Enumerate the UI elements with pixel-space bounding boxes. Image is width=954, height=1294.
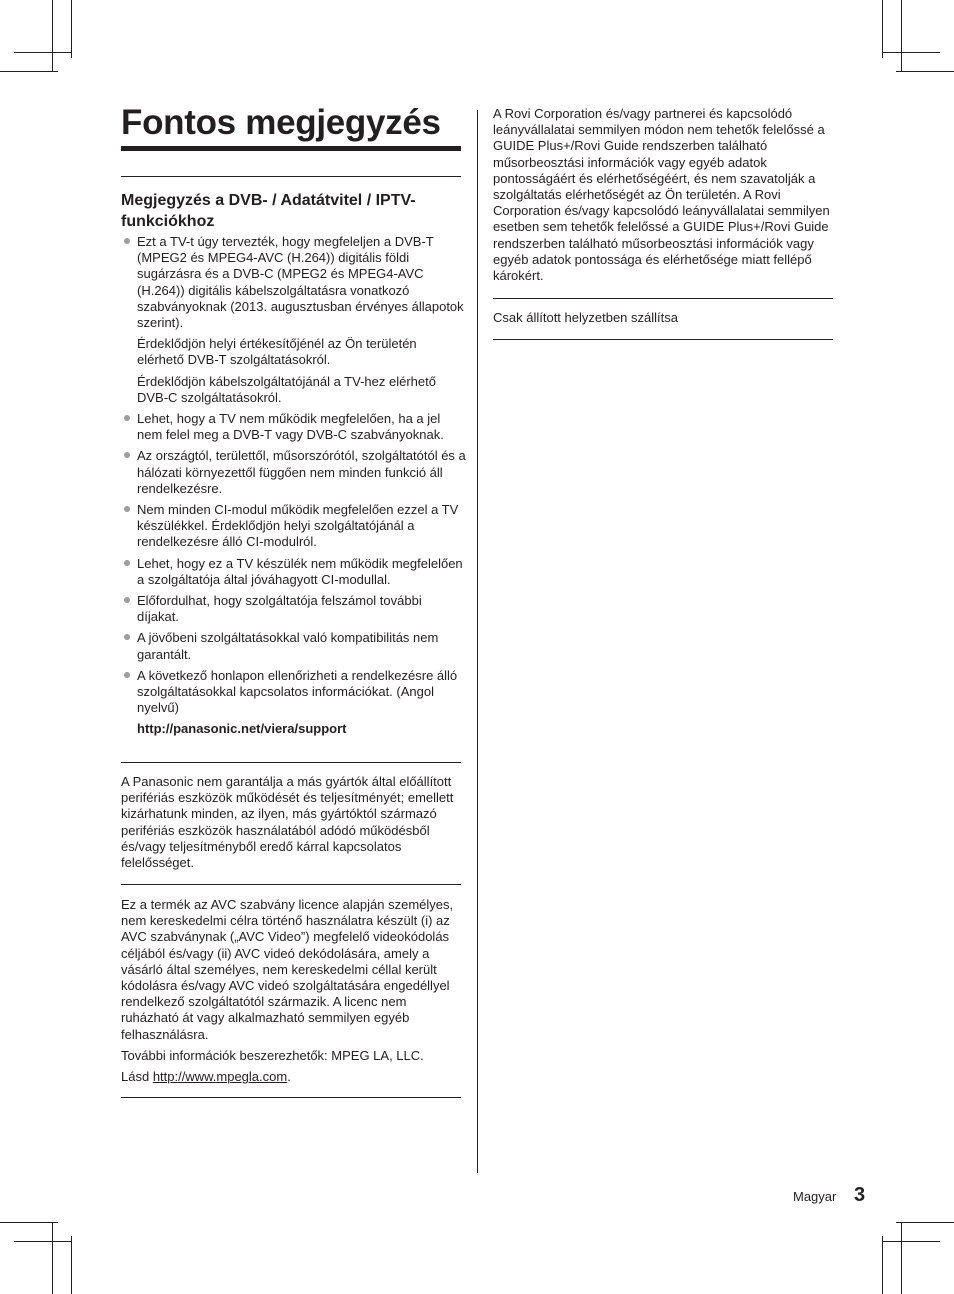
see-suffix: . bbox=[287, 1069, 291, 1085]
list-item-text: Az országtól, területtől, műsorszórótól, szolgáltatótól és a hálózati környezettől függően nem minden funkció áll rendelkezésre. bbox=[137, 448, 466, 496]
mpeg-link[interactable]: http://www.mpegla.com bbox=[152, 1069, 288, 1085]
avc-notice-text: Ez a termék az AVC szabvány licence alapján személyes, nem kereskedelmi célra történő használatra készült (i) az AVC szabványnak („AVC Video”) megfelelő videokódolás céljából és/vagy (ii) AVC videó dekódolására, amely a vásárló által személyes, nem kereskedelmi céllal került kódolásra és/vagy AVC videó szolgáltatására engedéllyel rendelkező szolgáltatótól származik. A licenc nem ruházható át vagy alkalmazható semmilyen egyéb felhasználásra. bbox=[121, 897, 454, 1042]
list-item-text: Lehet, hogy a TV nem működik megfelelően, ha a jel nem felel meg a DVB-T vagy DVB-C szabványoknak. bbox=[137, 411, 444, 443]
bullet-icon bbox=[124, 452, 130, 458]
crop-mark bbox=[52, 1222, 53, 1294]
list-item bbox=[121, 502, 466, 551]
bullet-icon bbox=[124, 597, 130, 603]
bullet-icon bbox=[124, 634, 130, 640]
list-item bbox=[121, 448, 466, 497]
list-item bbox=[121, 668, 466, 717]
bullet-icon bbox=[124, 560, 130, 566]
crop-mark bbox=[71, 1236, 72, 1294]
crop-mark bbox=[882, 1241, 940, 1242]
crop-mark bbox=[0, 71, 58, 72]
panasonic-notice-text: A Panasonic nem garantálja a más gyártók által előállított perifériás eszközök működését és teljesítményét; emellett kizárhatunk minden, az ilyen, más gyártóktól származó perifériás eszközök használatából adódó működésből és/vagy teljesítményből eredő kárral kapcsolatos felelősséget. bbox=[121, 774, 454, 871]
title-underline bbox=[121, 146, 461, 151]
list-item bbox=[121, 411, 466, 443]
bullet-icon bbox=[124, 506, 130, 512]
section-rule bbox=[121, 884, 461, 885]
crop-mark bbox=[896, 1222, 954, 1223]
crop-mark bbox=[901, 0, 902, 72]
section-rule bbox=[121, 762, 461, 763]
mpeg-see-line bbox=[121, 1069, 463, 1085]
section-rule bbox=[121, 1097, 461, 1098]
list-item bbox=[121, 630, 466, 662]
list-item-text: Érdeklődjön helyi értékesítőjénél az Ön területén elérhető DVB-T szolgáltatásokról. bbox=[137, 336, 417, 368]
see-prefix: Lásd bbox=[121, 1069, 153, 1085]
list-item bbox=[121, 234, 466, 406]
avc-notice bbox=[121, 897, 463, 1090]
crop-mark bbox=[14, 1241, 72, 1242]
panasonic-notice bbox=[121, 774, 461, 876]
crop-mark bbox=[52, 0, 53, 72]
crop-mark bbox=[901, 1222, 902, 1294]
page-number: 3 bbox=[854, 1184, 866, 1206]
list-item-text: Nem minden CI-modul működik megfelelően ezzel a TV készülékkel. Érdeklődjön helyi szolgáltatójánál a rendelkezésre álló CI-modulról. bbox=[137, 502, 459, 550]
page-title: Fontos megjegyzés bbox=[121, 103, 441, 142]
list-item-text: Előfordulhat, hogy szolgáltatója felszámol további díjakat. bbox=[137, 593, 422, 625]
section-heading: Megjegyzés a DVB- / Adatátvitel / IPTV-funkciókhoz bbox=[121, 192, 416, 230]
crop-mark bbox=[896, 71, 954, 72]
shipping-note bbox=[493, 310, 833, 331]
section-rule bbox=[493, 298, 833, 299]
list-item-text: Lehet, hogy ez a TV készülék nem működik megfelelően a szolgáltatója által jóváhagyott CI-modullal. bbox=[137, 555, 463, 587]
list-item-text: A következő honlapon ellenőrizheti a rendelkezésre álló szolgáltatásokkal kapcsolatos információkat. (Angol nyelvű) bbox=[137, 667, 458, 716]
crop-mark bbox=[882, 1236, 883, 1294]
section-rule bbox=[493, 339, 833, 340]
rovi-notice bbox=[493, 106, 835, 289]
crop-mark bbox=[71, 0, 72, 58]
bullet-icon bbox=[124, 672, 130, 678]
support-link[interactable]: http://panasonic.net/viera/support bbox=[137, 721, 347, 737]
bullet-icon bbox=[124, 415, 130, 421]
list-item-text: Ezt a TV-t úgy tervezték, hogy megfeleljen a DVB-T (MPEG2 és MPEG4-AVC (H.264)) digitális földi sugárzásra és a DVB-C (MPEG2 és MPEG4-AVC (H.264)) digitális kábelszolgáltatásra vonatkozó szabványoknak (2013. augusztusban érvényes állapotok szerint). bbox=[137, 234, 464, 331]
mpeg-info-text: További információk beszerezhetők: MPEG LA, LLC. bbox=[121, 1047, 424, 1063]
crop-mark bbox=[0, 1222, 58, 1223]
rovi-notice-text: A Rovi Corporation és/vagy partnerei és kapcsolódó leányvállalatai semmilyen módon nem tehetők felelőssé a GUIDE Plus+/Rovi Guide rendszerben található műsorbeosztási információk vagy egyéb adatok pontosságáért és elérhetőségéért, és nem szavatolják a szolgáltatás elérhetőségét az Ön területén. A Rovi Corporation és/vagy kapcsolódó leányvállalatai semmilyen esetben sem tehetők felelőssé a GUIDE Plus+/Rovi Guide rendszerben található műsorbeosztási információk vagy egyéb adatok pontossága és elérhetősége miatt fellépő károkért. bbox=[493, 106, 830, 284]
footer-language: Magyar bbox=[793, 1189, 837, 1204]
list-item-text: Érdeklődjön kábelszolgáltatójánál a TV-hez elérhető DVB-C szolgáltatásokról. bbox=[137, 373, 436, 405]
dvb-notes-list bbox=[121, 234, 466, 743]
crop-mark bbox=[882, 52, 940, 53]
crop-mark bbox=[14, 52, 72, 53]
column-divider bbox=[477, 110, 478, 1173]
shipping-note-text: Csak állított helyzetben szállítsa bbox=[493, 310, 678, 325]
bullet-icon bbox=[124, 238, 130, 244]
list-item-text: A jövőbeni szolgáltatásokkal való kompatibilitás nem garantált. bbox=[137, 630, 439, 662]
list-item bbox=[121, 556, 466, 588]
list-item bbox=[121, 593, 466, 625]
crop-mark bbox=[882, 0, 883, 58]
section-rule bbox=[121, 176, 461, 177]
